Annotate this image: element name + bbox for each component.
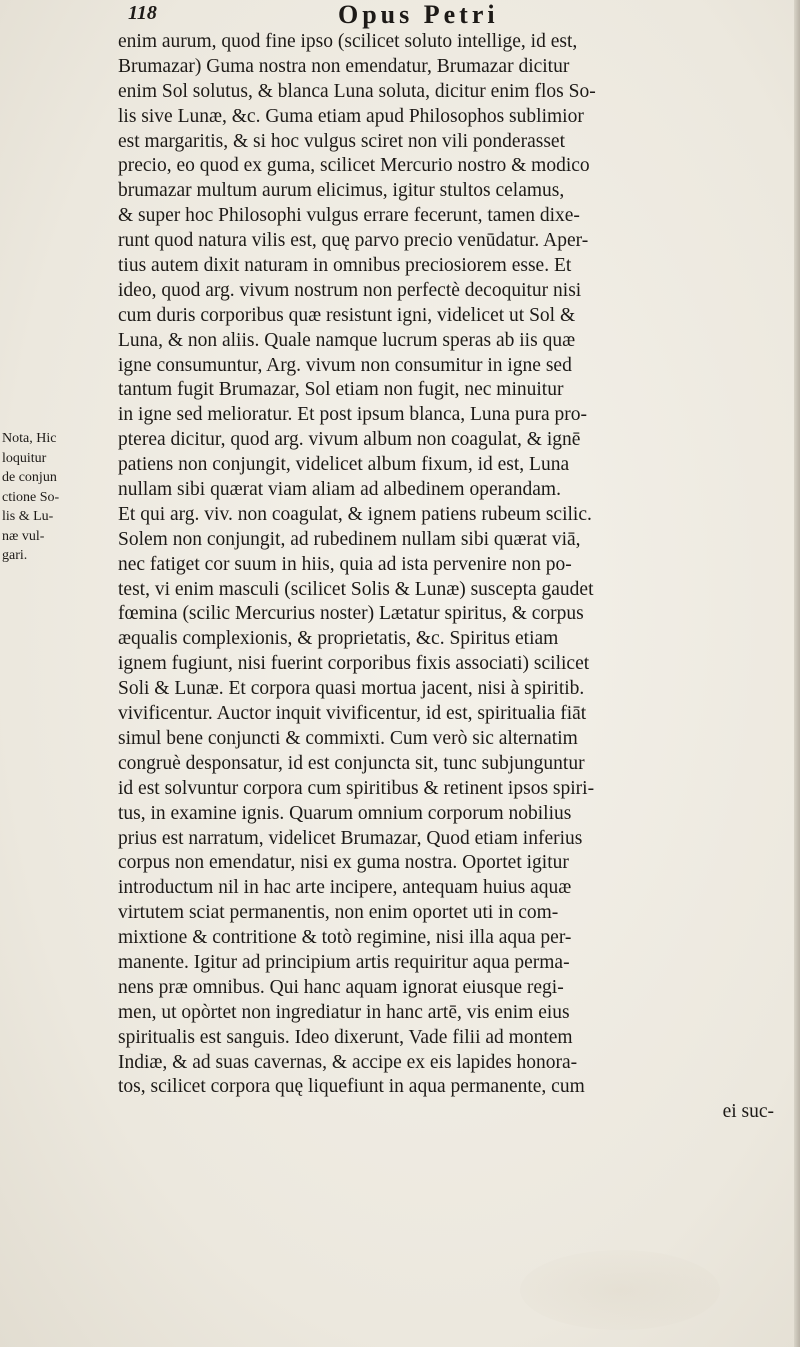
text-line: igne consumuntur, Arg. vivum non consumitur in igne sed	[118, 354, 572, 376]
text-line: Brumazar) Guma nostra non emendatur, Brumazar dicitur	[118, 55, 570, 77]
page-header	[128, 0, 788, 30]
text-line: Solem non conjungit, ad rubedinem nullam sibi quærat viā,	[118, 528, 581, 550]
text-line: nens præ omnibus. Qui hanc aquam ignorat eiusque regi-	[118, 976, 564, 998]
text-line: runt quod natura vilis est, quę parvo precio venūdatur. Aper-	[118, 230, 589, 252]
text-line: ignem fugiunt, nisi fuerint corporibus fixis associati) scilicet	[118, 653, 590, 675]
text-line: manente. Igitur ad principium artis requiritur aqua perma-	[118, 951, 570, 973]
margin-note-line: gari.	[2, 548, 28, 563]
paper-stain	[520, 1250, 720, 1330]
text-line: Et qui arg. viv. non coagulat, & ignem patiens rubeum scilic.	[118, 503, 592, 525]
text-line: Indiæ, & ad suas cavernas, & accipe ex eis lapides honora-	[118, 1051, 578, 1073]
text-line: mixtione & contritione & totò regimine, nisi illa aqua per-	[118, 927, 572, 949]
text-line: nullam sibi quærat viam aliam ad albedinem operandam.	[118, 479, 561, 501]
text-line: cum duris corporibus quæ resistunt igni, videlicet ut Sol &	[118, 304, 576, 326]
margin-note	[2, 429, 98, 566]
page-edge	[794, 0, 800, 1347]
text-line: congruè desponsatur, id est conjuncta sit, tunc subjunguntur	[118, 752, 585, 774]
body-text	[118, 30, 790, 1125]
margin-note-line: de conjun	[2, 470, 57, 485]
text-line: enim aurum, quod fine ipso (scilicet soluto intellige, id est,	[118, 31, 578, 52]
text-line: pterea dicitur, quod arg. vivum album non coagulat, & ignē	[118, 429, 581, 451]
text-line: virtutem sciat permanentis, non enim oportet uti in com-	[118, 902, 559, 924]
text-line: tus, in examine ignis. Quarum omnium corporum nobilius	[118, 802, 572, 824]
margin-note-line: ctione So-	[2, 489, 60, 505]
margin-note-line: loquitur	[2, 450, 47, 466]
text-line: precio, eo quod ex guma, scilicet Mercurio nostro & modico	[118, 155, 590, 177]
text-line: ideo, quod arg. vivum nostrum non perfectè decoquitur nisi	[118, 279, 582, 301]
text-line: æqualis complexionis, & proprietatis, &c. Spiritus etiam	[118, 628, 559, 650]
text-line: vivificentur. Auctor inquit vivificentur, id est, spiritualia fiāt	[118, 703, 587, 725]
text-line: brumazar multum aurum elicimus, igitur stultos celamus,	[118, 180, 565, 202]
text-line: fœmina (scilic Mercurius noster) Lætatur spiritus, & corpus	[118, 603, 584, 625]
running-head: Opus Petri	[338, 0, 499, 29]
catchword: ei suc-	[722, 1101, 774, 1123]
text-line: tius autem dixit naturam in omnibus preciosiorem esse. Et	[118, 255, 572, 277]
margin-note-line: Nota, Hic	[2, 431, 57, 446]
margin-note-line: lis & Lu-	[2, 509, 54, 524]
text-line: est margaritis, & si hoc vulgus sciret non vili ponderasset	[118, 130, 565, 152]
text-line: prius est narratum, videlicet Brumazar, Quod etiam inferius	[118, 827, 583, 849]
text-line: Luna, & non aliis. Quale namque lucrum speras ab iis quæ	[118, 329, 576, 351]
text-line: patiens non conjungit, videlicet album fixum, id est, Luna	[118, 454, 570, 476]
text-line: & super hoc Philosophi vulgus errare fecerunt, tamen dixe-	[118, 205, 580, 227]
page-number: 118	[128, 2, 157, 24]
text-line: enim Sol solutus, & blanca Luna soluta, dicitur enim flos So-	[118, 80, 596, 102]
text-line: test, vi enim masculi (scilicet Solis & Lunæ) suscepta gaudet	[118, 578, 594, 600]
text-line: tantum fugit Brumazar, Sol etiam non fugit, nec minuitur	[118, 379, 564, 401]
text-line: men, ut opòrtet non ingrediatur in hanc artē, vis enim eius	[118, 1001, 570, 1023]
text-line: simul bene conjuncti & commixti. Cum verò sic alternatim	[118, 727, 578, 749]
text-line: introductum nil in hac arte incipere, antequam huius aquæ	[118, 877, 572, 899]
text-line: tos, scilicet corpora quę liquefiunt in aqua permanente, cum	[118, 1076, 585, 1098]
text-line: id est solvuntur corpora cum spiritibus & retinent ipsos spiri-	[118, 777, 595, 799]
text-line: spiritualis est sanguis. Ideo dixerunt, Vade filii ad montem	[118, 1026, 573, 1048]
text-line: Soli & Lunæ. Et corpora quasi mortua jacent, nisi à spiritib.	[118, 678, 585, 700]
text-line: lis sive Lunæ, &c. Guma etiam apud Philosophos sublimior	[118, 105, 584, 127]
text-line: in igne sed melioratur. Et post ipsum blanca, Luna pura pro-	[118, 404, 587, 426]
text-line: corpus non emendatur, nisi ex guma nostra. Oportet igitur	[118, 852, 569, 874]
text-line: nec fatiget cor suum in hiis, quia ad ista pervenire non po-	[118, 553, 572, 575]
margin-note-line: næ vul-	[2, 528, 45, 544]
